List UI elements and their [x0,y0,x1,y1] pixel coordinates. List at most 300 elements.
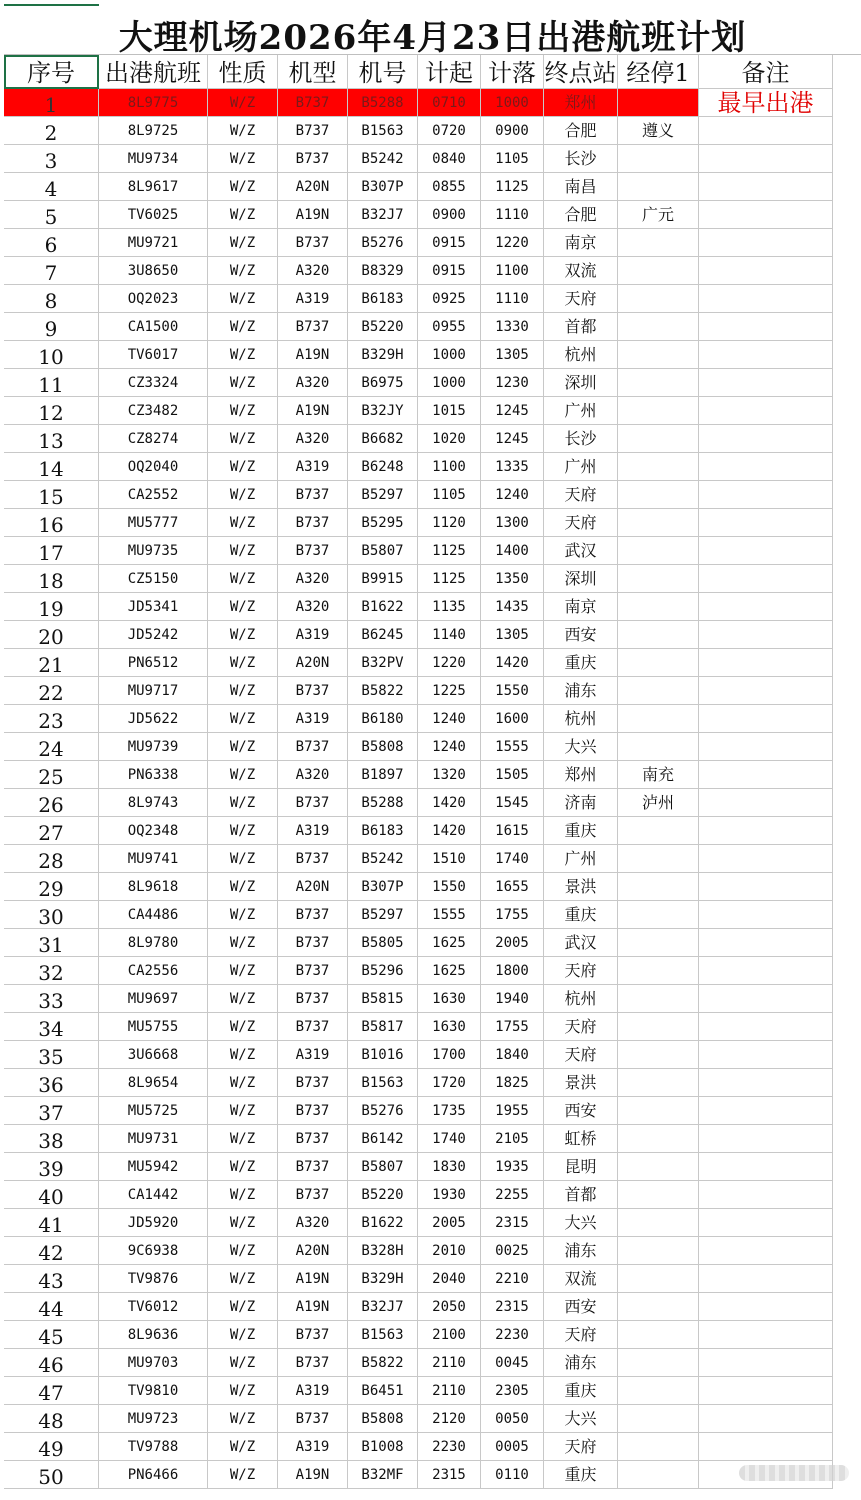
cell-stopover[interactable] [618,677,699,705]
cell-sched-departure[interactable]: 1015 [418,397,481,425]
cell-stopover[interactable] [618,957,699,985]
cell-sched-departure[interactable]: 1510 [418,845,481,873]
cell-stopover[interactable] [618,985,699,1013]
cell-seq[interactable]: 37 [4,1097,99,1125]
cell-stopover[interactable] [618,1349,699,1377]
cell-destination[interactable]: 大兴 [544,733,618,761]
cell-seq[interactable]: 2 [4,117,99,145]
cell-sched-arrival[interactable]: 1825 [481,1069,544,1097]
cell-stopover[interactable] [618,1293,699,1321]
cell-registration[interactable]: B5276 [348,229,418,257]
cell-registration[interactable]: B32J7 [348,1293,418,1321]
cell-stopover[interactable] [618,1237,699,1265]
cell-sched-departure[interactable]: 1630 [418,985,481,1013]
cell-remarks[interactable] [699,929,833,957]
cell-destination[interactable]: 首都 [544,1181,618,1209]
cell-stopover[interactable] [618,481,699,509]
cell-sched-departure[interactable]: 0840 [418,145,481,173]
cell-sched-departure[interactable]: 1625 [418,957,481,985]
cell-flight[interactable]: OQ2040 [99,453,208,481]
cell-registration[interactable]: B5220 [348,1181,418,1209]
cell-stopover[interactable] [618,621,699,649]
cell-flight[interactable]: MU9741 [99,845,208,873]
cell-registration[interactable]: B329H [348,1265,418,1293]
cell-flight[interactable]: OQ2023 [99,285,208,313]
cell-aircraft-type[interactable]: B737 [278,1153,348,1181]
cell-remarks[interactable] [699,761,833,789]
cell-seq[interactable]: 45 [4,1321,99,1349]
cell-remarks[interactable] [699,537,833,565]
cell-registration[interactable]: B6180 [348,705,418,733]
cell-seq[interactable]: 35 [4,1041,99,1069]
cell-registration[interactable]: B5807 [348,537,418,565]
cell-flight[interactable]: MU9697 [99,985,208,1013]
cell-remarks[interactable] [699,957,833,985]
cell-sched-arrival[interactable]: 2315 [481,1293,544,1321]
cell-nature[interactable]: W/Z [208,873,278,901]
cell-remarks[interactable] [699,901,833,929]
cell-nature[interactable]: W/Z [208,621,278,649]
cell-aircraft-type[interactable]: A20N [278,1237,348,1265]
cell-sched-departure[interactable]: 1735 [418,1097,481,1125]
cell-sched-arrival[interactable]: 1555 [481,733,544,761]
cell-seq[interactable]: 40 [4,1181,99,1209]
cell-destination[interactable]: 杭州 [544,341,618,369]
cell-aircraft-type[interactable]: A320 [278,593,348,621]
cell-destination[interactable]: 广州 [544,845,618,873]
cell-remarks[interactable] [699,677,833,705]
cell-stopover[interactable] [618,1069,699,1097]
cell-remarks[interactable] [699,257,833,285]
cell-sched-departure[interactable]: 1135 [418,593,481,621]
cell-flight[interactable]: JD5242 [99,621,208,649]
cell-sched-arrival[interactable]: 2315 [481,1209,544,1237]
cell-sched-departure[interactable]: 1420 [418,817,481,845]
cell-nature[interactable]: W/Z [208,1013,278,1041]
cell-remarks[interactable] [699,1349,833,1377]
cell-aircraft-type[interactable]: B737 [278,733,348,761]
cell-seq[interactable]: 13 [4,425,99,453]
cell-nature[interactable]: W/Z [208,1461,278,1489]
cell-seq[interactable]: 16 [4,509,99,537]
cell-nature[interactable]: W/Z [208,229,278,257]
cell-nature[interactable]: W/Z [208,509,278,537]
cell-registration[interactable]: B5815 [348,985,418,1013]
cell-stopover[interactable] [618,1013,699,1041]
cell-flight[interactable]: 8L9636 [99,1321,208,1349]
cell-flight[interactable]: PN6338 [99,761,208,789]
cell-nature[interactable]: W/Z [208,677,278,705]
header-destination[interactable]: 终点站 [544,55,618,89]
cell-sched-arrival[interactable]: 2230 [481,1321,544,1349]
cell-flight[interactable]: JD5622 [99,705,208,733]
cell-stopover[interactable] [618,369,699,397]
cell-seq[interactable]: 23 [4,705,99,733]
cell-sched-departure[interactable]: 2110 [418,1349,481,1377]
cell-registration[interactable]: B9915 [348,565,418,593]
cell-destination[interactable]: 大兴 [544,1209,618,1237]
cell-aircraft-type[interactable]: A19N [278,1265,348,1293]
cell-sched-arrival[interactable]: 2210 [481,1265,544,1293]
cell-destination[interactable]: 济南 [544,789,618,817]
cell-seq[interactable]: 32 [4,957,99,985]
cell-destination[interactable]: 合肥 [544,201,618,229]
cell-destination[interactable]: 昆明 [544,1153,618,1181]
cell-aircraft-type[interactable]: A19N [278,341,348,369]
cell-nature[interactable]: W/Z [208,257,278,285]
cell-sched-arrival[interactable]: 2305 [481,1377,544,1405]
cell-stopover[interactable] [618,1433,699,1461]
cell-destination[interactable]: 天府 [544,285,618,313]
cell-remarks[interactable] [699,1181,833,1209]
cell-destination[interactable]: 景洪 [544,1069,618,1097]
cell-sched-arrival[interactable]: 1240 [481,481,544,509]
cell-destination[interactable]: 郑州 [544,761,618,789]
cell-seq[interactable]: 30 [4,901,99,929]
cell-registration[interactable]: B6142 [348,1125,418,1153]
cell-remarks[interactable] [699,425,833,453]
cell-nature[interactable]: W/Z [208,565,278,593]
cell-registration[interactable]: B329H [348,341,418,369]
cell-nature[interactable]: W/Z [208,1349,278,1377]
cell-registration[interactable]: B5808 [348,1405,418,1433]
cell-sched-arrival[interactable]: 1000 [481,89,544,117]
cell-sched-departure[interactable]: 1720 [418,1069,481,1097]
cell-flight[interactable]: TV9810 [99,1377,208,1405]
cell-stopover[interactable] [618,1405,699,1433]
cell-destination[interactable]: 重庆 [544,649,618,677]
header-sched-departure[interactable]: 计起 [418,55,481,89]
cell-destination[interactable]: 杭州 [544,985,618,1013]
cell-aircraft-type[interactable]: B737 [278,1181,348,1209]
cell-registration[interactable]: B32J7 [348,201,418,229]
cell-sched-arrival[interactable]: 1800 [481,957,544,985]
cell-remarks[interactable] [699,1125,833,1153]
cell-nature[interactable]: W/Z [208,817,278,845]
cell-aircraft-type[interactable]: A19N [278,1461,348,1489]
cell-sched-arrival[interactable]: 1350 [481,565,544,593]
cell-sched-departure[interactable]: 1555 [418,901,481,929]
cell-registration[interactable]: B8329 [348,257,418,285]
cell-stopover[interactable] [618,649,699,677]
cell-flight[interactable]: CA4486 [99,901,208,929]
cell-sched-arrival[interactable]: 1955 [481,1097,544,1125]
cell-seq[interactable]: 36 [4,1069,99,1097]
cell-sched-arrival[interactable]: 1110 [481,285,544,313]
cell-sched-departure[interactable]: 2100 [418,1321,481,1349]
cell-sched-arrival[interactable]: 1840 [481,1041,544,1069]
cell-flight[interactable]: CZ5150 [99,565,208,593]
header-flight[interactable]: 出港航班 [99,55,208,89]
cell-remarks[interactable] [699,873,833,901]
cell-flight[interactable]: CA1500 [99,313,208,341]
header-remarks[interactable]: 备注 [699,55,833,89]
cell-aircraft-type[interactable]: B737 [278,957,348,985]
cell-aircraft-type[interactable]: A20N [278,873,348,901]
cell-registration[interactable]: B6248 [348,453,418,481]
cell-sched-arrival[interactable]: 0050 [481,1405,544,1433]
cell-registration[interactable]: B328H [348,1237,418,1265]
cell-sched-departure[interactable]: 1100 [418,453,481,481]
cell-sched-departure[interactable]: 0900 [418,201,481,229]
cell-aircraft-type[interactable]: B737 [278,313,348,341]
cell-stopover[interactable] [618,89,699,117]
cell-sched-arrival[interactable]: 1550 [481,677,544,705]
cell-flight[interactable]: 3U6668 [99,1041,208,1069]
cell-destination[interactable]: 深圳 [544,369,618,397]
cell-flight[interactable]: 3U8650 [99,257,208,285]
cell-destination[interactable]: 杭州 [544,705,618,733]
cell-sched-departure[interactable]: 1930 [418,1181,481,1209]
cell-flight[interactable]: CZ8274 [99,425,208,453]
cell-remarks[interactable] [699,285,833,313]
cell-seq[interactable]: 43 [4,1265,99,1293]
cell-destination[interactable]: 长沙 [544,145,618,173]
cell-seq[interactable]: 19 [4,593,99,621]
cell-nature[interactable]: W/Z [208,1097,278,1125]
cell-sched-arrival[interactable]: 1230 [481,369,544,397]
cell-aircraft-type[interactable]: A319 [278,1433,348,1461]
cell-remarks[interactable] [699,1041,833,1069]
cell-registration[interactable]: B5817 [348,1013,418,1041]
cell-aircraft-type[interactable]: A19N [278,397,348,425]
cell-remarks[interactable] [699,173,833,201]
cell-registration[interactable]: B1622 [348,593,418,621]
cell-nature[interactable]: W/Z [208,397,278,425]
header-nature[interactable]: 性质 [208,55,278,89]
cell-flight[interactable]: 9C6938 [99,1237,208,1265]
cell-destination[interactable]: 长沙 [544,425,618,453]
cell-stopover[interactable] [618,229,699,257]
cell-stopover[interactable] [618,145,699,173]
cell-registration[interactable]: B32JY [348,397,418,425]
header-stopover[interactable]: 经停1 [618,55,699,89]
cell-aircraft-type[interactable]: B737 [278,789,348,817]
cell-sched-arrival[interactable]: 0900 [481,117,544,145]
cell-seq[interactable]: 9 [4,313,99,341]
cell-destination[interactable]: 天府 [544,1433,618,1461]
cell-flight[interactable]: MU9703 [99,1349,208,1377]
cell-sched-departure[interactable]: 2110 [418,1377,481,1405]
cell-remarks[interactable] [699,229,833,257]
cell-remarks[interactable] [699,1097,833,1125]
cell-aircraft-type[interactable]: A319 [278,705,348,733]
cell-sched-arrival[interactable]: 1100 [481,257,544,285]
cell-destination[interactable]: 天府 [544,1013,618,1041]
cell-stopover[interactable] [618,313,699,341]
cell-nature[interactable]: W/Z [208,145,278,173]
cell-aircraft-type[interactable]: B737 [278,117,348,145]
cell-stopover[interactable] [618,1209,699,1237]
cell-flight[interactable]: MU5725 [99,1097,208,1125]
cell-aircraft-type[interactable]: A320 [278,1209,348,1237]
cell-nature[interactable]: W/Z [208,173,278,201]
cell-nature[interactable]: W/Z [208,117,278,145]
cell-aircraft-type[interactable]: B737 [278,1405,348,1433]
cell-seq[interactable]: 1 [4,89,99,117]
cell-sched-arrival[interactable]: 1400 [481,537,544,565]
cell-nature[interactable]: W/Z [208,425,278,453]
cell-sched-arrival[interactable]: 1755 [481,1013,544,1041]
cell-seq[interactable]: 48 [4,1405,99,1433]
cell-remarks[interactable] [699,985,833,1013]
cell-destination[interactable]: 南京 [544,593,618,621]
cell-destination[interactable]: 西安 [544,1293,618,1321]
cell-remarks[interactable] [699,621,833,649]
cell-registration[interactable]: B32MF [348,1461,418,1489]
cell-aircraft-type[interactable]: B737 [278,929,348,957]
cell-sched-departure[interactable]: 2005 [418,1209,481,1237]
cell-sched-arrival[interactable]: 1935 [481,1153,544,1181]
cell-remarks[interactable] [699,1153,833,1181]
cell-seq[interactable]: 27 [4,817,99,845]
cell-aircraft-type[interactable]: B737 [278,89,348,117]
cell-remarks[interactable] [699,845,833,873]
cell-sched-departure[interactable]: 2010 [418,1237,481,1265]
cell-registration[interactable]: B6451 [348,1377,418,1405]
cell-sched-departure[interactable]: 1625 [418,929,481,957]
cell-seq[interactable]: 5 [4,201,99,229]
cell-remarks[interactable] [699,369,833,397]
cell-aircraft-type[interactable]: A320 [278,761,348,789]
cell-sched-arrival[interactable]: 0005 [481,1433,544,1461]
cell-registration[interactable]: B5297 [348,901,418,929]
cell-aircraft-type[interactable]: A320 [278,257,348,285]
cell-remarks[interactable] [699,1321,833,1349]
cell-registration[interactable]: B1016 [348,1041,418,1069]
cell-sched-arrival[interactable]: 1245 [481,425,544,453]
cell-nature[interactable]: W/Z [208,481,278,509]
cell-remarks[interactable] [699,1265,833,1293]
cell-registration[interactable]: B5808 [348,733,418,761]
cell-remarks[interactable] [699,1293,833,1321]
cell-stopover[interactable] [618,397,699,425]
cell-destination[interactable]: 重庆 [544,1461,618,1489]
cell-nature[interactable]: W/Z [208,1265,278,1293]
cell-flight[interactable]: PN6512 [99,649,208,677]
cell-sched-arrival[interactable]: 1615 [481,817,544,845]
cell-nature[interactable]: W/Z [208,789,278,817]
cell-registration[interactable]: B5822 [348,677,418,705]
cell-stopover[interactable] [618,733,699,761]
cell-flight[interactable]: CA1442 [99,1181,208,1209]
cell-sched-departure[interactable]: 2050 [418,1293,481,1321]
cell-aircraft-type[interactable]: A319 [278,817,348,845]
cell-sched-departure[interactable]: 1125 [418,537,481,565]
cell-destination[interactable]: 天府 [544,481,618,509]
cell-remarks[interactable] [699,1013,833,1041]
cell-registration[interactable]: B5822 [348,1349,418,1377]
cell-aircraft-type[interactable]: A320 [278,565,348,593]
cell-flight[interactable]: TV6012 [99,1293,208,1321]
cell-nature[interactable]: W/Z [208,1209,278,1237]
cell-sched-departure[interactable]: 2230 [418,1433,481,1461]
cell-sched-departure[interactable]: 1630 [418,1013,481,1041]
cell-seq[interactable]: 20 [4,621,99,649]
cell-destination[interactable]: 南京 [544,229,618,257]
cell-aircraft-type[interactable]: B737 [278,537,348,565]
cell-remarks[interactable] [699,817,833,845]
cell-flight[interactable]: CZ3482 [99,397,208,425]
cell-seq[interactable]: 22 [4,677,99,705]
cell-registration[interactable]: B5805 [348,929,418,957]
cell-flight[interactable]: MU9731 [99,1125,208,1153]
cell-stopover[interactable] [618,537,699,565]
cell-aircraft-type[interactable]: A320 [278,369,348,397]
cell-aircraft-type[interactable]: B737 [278,1321,348,1349]
cell-remarks[interactable] [699,1405,833,1433]
cell-nature[interactable]: W/Z [208,1377,278,1405]
cell-sched-departure[interactable]: 0720 [418,117,481,145]
cell-seq[interactable]: 41 [4,1209,99,1237]
cell-remarks[interactable] [699,117,833,145]
cell-seq[interactable]: 33 [4,985,99,1013]
cell-seq[interactable]: 47 [4,1377,99,1405]
cell-registration[interactable]: B6682 [348,425,418,453]
cell-aircraft-type[interactable]: B737 [278,1125,348,1153]
cell-remarks[interactable] [699,733,833,761]
cell-aircraft-type[interactable]: B737 [278,481,348,509]
cell-stopover[interactable] [618,1321,699,1349]
cell-seq[interactable]: 21 [4,649,99,677]
cell-destination[interactable]: 西安 [544,1097,618,1125]
cell-sched-arrival[interactable]: 1305 [481,621,544,649]
cell-stopover[interactable] [618,285,699,313]
cell-seq[interactable]: 44 [4,1293,99,1321]
cell-registration[interactable]: B5296 [348,957,418,985]
cell-registration[interactable]: B307P [348,173,418,201]
cell-aircraft-type[interactable]: A20N [278,649,348,677]
cell-aircraft-type[interactable]: B737 [278,1097,348,1125]
cell-sched-departure[interactable]: 0955 [418,313,481,341]
cell-sched-arrival[interactable]: 0045 [481,1349,544,1377]
cell-seq[interactable]: 26 [4,789,99,817]
cell-destination[interactable]: 双流 [544,257,618,285]
cell-flight[interactable]: TV9788 [99,1433,208,1461]
cell-sched-departure[interactable]: 2315 [418,1461,481,1489]
cell-remarks[interactable] [699,1069,833,1097]
cell-flight[interactable]: 8L9775 [99,89,208,117]
cell-stopover[interactable] [618,425,699,453]
cell-remarks[interactable] [699,201,833,229]
cell-sched-departure[interactable]: 1700 [418,1041,481,1069]
cell-aircraft-type[interactable]: B737 [278,845,348,873]
cell-registration[interactable]: B6183 [348,817,418,845]
cell-nature[interactable]: W/Z [208,1405,278,1433]
cell-stopover[interactable] [618,1041,699,1069]
cell-flight[interactable]: CZ3324 [99,369,208,397]
cell-destination[interactable]: 郑州 [544,89,618,117]
cell-destination[interactable]: 武汉 [544,537,618,565]
cell-aircraft-type[interactable]: B737 [278,1349,348,1377]
cell-sched-departure[interactable]: 1320 [418,761,481,789]
cell-destination[interactable]: 天府 [544,1041,618,1069]
cell-sched-departure[interactable]: 1420 [418,789,481,817]
cell-aircraft-type[interactable]: B737 [278,985,348,1013]
cell-nature[interactable]: W/Z [208,1153,278,1181]
cell-sched-departure[interactable]: 0915 [418,229,481,257]
cell-flight[interactable]: MU5942 [99,1153,208,1181]
cell-destination[interactable]: 重庆 [544,1377,618,1405]
cell-sched-arrival[interactable]: 1305 [481,341,544,369]
cell-remarks[interactable]: 最早出港 [699,89,833,117]
cell-registration[interactable]: B32PV [348,649,418,677]
cell-registration[interactable]: B5220 [348,313,418,341]
cell-remarks[interactable] [699,145,833,173]
cell-registration[interactable]: B5288 [348,789,418,817]
cell-seq[interactable]: 4 [4,173,99,201]
cell-stopover[interactable] [618,1265,699,1293]
